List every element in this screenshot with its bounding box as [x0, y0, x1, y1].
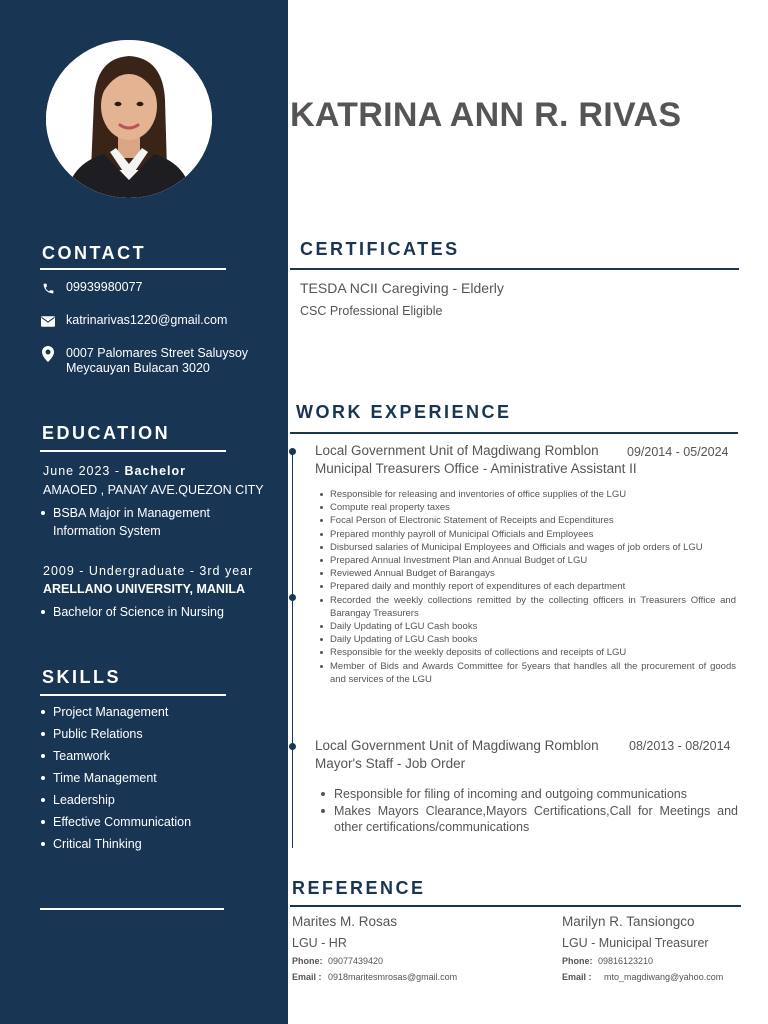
- reference-1-phone-value: 09077439420: [328, 956, 384, 966]
- education-2-school: ARELLANO UNIVERSITY, MANILA: [43, 582, 246, 596]
- certificate-item: TESDA NCII Caregiving - Elderly: [300, 280, 504, 296]
- work-experience-divider: [290, 432, 738, 434]
- job-1-position: Municipal Treasurers Office - Aministrative Assistant II: [315, 461, 637, 476]
- contact-divider: [40, 268, 226, 270]
- education-divider: [40, 450, 226, 452]
- job-1-duty: Responsible for the weekly deposits of collections and receipts of LGU: [316, 646, 736, 659]
- skill-item: Teamwork: [40, 745, 280, 767]
- job-1-duty: Responsible for releasing and inventories of office supplies of the LGU: [316, 488, 736, 501]
- contact-email-text: katrinarivas1220@gmail.com: [66, 313, 228, 327]
- reference-1-role: LGU - HR: [292, 936, 347, 950]
- reference-2-phone-label: Phone:: [562, 956, 593, 966]
- education-2-course: Bachelor of Science in Nursing: [40, 603, 280, 621]
- skills-divider: [40, 694, 226, 696]
- education-1-course: [40, 504, 280, 540]
- skill-item: Project Management: [40, 701, 280, 723]
- job-1-duty: Daily Updating of LGU Cash books: [316, 633, 736, 646]
- job-1-duty: Reviewed Annual Budget of Barangays: [316, 567, 736, 580]
- sidebar: [0, 0, 288, 1024]
- reference-1-email-label: Email :: [292, 972, 322, 982]
- timeline-line: [292, 450, 293, 848]
- reference-2-name: Marilyn R. Tansiongco: [562, 914, 695, 929]
- skill-item: Effective Communication: [40, 811, 280, 833]
- job-2-duty: Makes Mayors Clearance,Mayors Certifications,Call for Meetings and other certifications/communications: [318, 803, 738, 836]
- location-pin-icon: [40, 346, 56, 362]
- skill-item: Critical Thinking: [40, 833, 280, 855]
- job-1-duty: Member of Bids and Awards Committee for 5years that handles all the procurement of goods and services of the LGU: [316, 660, 736, 686]
- education-1-course-line-2: Information System: [53, 524, 161, 538]
- contact-phone-text: 09939980077: [66, 280, 143, 294]
- reference-1-email: [292, 972, 457, 982]
- job-1-duty: Daily Updating of LGU Cash books: [316, 620, 736, 633]
- reference-2-email-value: mto_magdiwang@yahoo.com: [604, 972, 724, 982]
- reference-1-email-value: 0918maritesmrosas@gmail.com: [328, 972, 458, 982]
- job-2-duty: Responsible for filing of incoming and outgoing communications: [318, 786, 738, 803]
- reference-1-name: Marites M. Rosas: [292, 914, 398, 929]
- job-1-duty: Prepared monthly payroll of Municipal Officials and Employees: [316, 528, 736, 541]
- timeline-dot: [289, 448, 296, 455]
- skill-item: Time Management: [40, 767, 280, 789]
- reference-divider: [290, 905, 741, 907]
- job-1-duty: Focal Person of Electronic Statement of Receipts and Ecpenditures: [316, 514, 736, 527]
- education-1-period: [43, 464, 186, 478]
- education-1-course-line-1: BSBA Major in Management: [53, 506, 211, 520]
- certificates-heading: CERTIFICATES: [300, 239, 460, 259]
- education-2-period: 2009 - Undergraduate - 3rd year: [43, 564, 254, 578]
- job-2-position: Mayor's Staff - Job Order: [315, 756, 466, 771]
- reference-heading: REFERENCE: [292, 878, 426, 898]
- contact-address: [40, 346, 280, 375]
- reference-2-email-label: Email :: [562, 972, 592, 982]
- profile-photo: [46, 40, 212, 198]
- reference-1-phone: [292, 956, 383, 966]
- phone-icon: [40, 280, 56, 296]
- job-1-duty: Prepared Annual Investment Plan and Annual Budget of LGU: [316, 554, 736, 567]
- education-heading: EDUCATION: [42, 423, 171, 443]
- reference-2-email: [562, 972, 723, 982]
- job-1-duty: Prepared daily and monthly report of expenditures of each department: [316, 580, 736, 593]
- address-line-1: 0007 Palomares Street Saluysoy: [66, 346, 249, 360]
- sidebar-bottom-divider: [40, 908, 224, 910]
- timeline-dot: [289, 743, 296, 750]
- job-1-duty: Disbursed salaries of Municipal Employees and Officials and wages of job orders of LGU: [316, 541, 736, 554]
- education-2-courses: [40, 603, 280, 621]
- education-1-school: AMAOED , PANAY AVE.QUEZON CITY: [43, 483, 264, 497]
- job-2-dates: 08/2013 - 08/2014: [629, 739, 731, 753]
- reference-2-phone: [562, 956, 653, 966]
- job-1-employer: Local Government Unit of Magdiwang Romblon: [315, 443, 599, 458]
- certificate-item: CSC Professional Eligible: [300, 304, 443, 318]
- envelope-icon: [40, 313, 56, 329]
- education-1-level: Bachelor: [124, 464, 186, 478]
- reference-1-phone-label: Phone:: [292, 956, 323, 966]
- reference-2-role: LGU - Municipal Treasurer: [562, 936, 709, 950]
- skills-list: [40, 701, 280, 855]
- job-1-dates: 09/2014 - 05/2024: [627, 445, 729, 459]
- candidate-name: KATRINA ANN R. RIVAS: [290, 96, 682, 134]
- contact-heading: CONTACT: [42, 243, 147, 263]
- contact-email: [40, 313, 280, 329]
- job-1-duties: [316, 488, 736, 686]
- education-1-period-text: June 2023 -: [43, 464, 125, 478]
- job-1-duty: Compute real property taxes: [316, 501, 736, 514]
- job-1-duty: Recorded the weekly collections remitted by the collecting officers in Treasurers Office and Barangay Treasurers: [316, 594, 736, 620]
- education-1-courses: [40, 504, 280, 540]
- work-experience-heading: WORK EXPERIENCE: [296, 402, 512, 422]
- address-line-2: Meycauyan Bulacan 3020: [66, 360, 210, 375]
- job-2-duties: [318, 786, 738, 836]
- skills-heading: SKILLS: [42, 667, 122, 687]
- reference-2-phone-value: 09816123210: [598, 956, 654, 966]
- certificates-divider: [290, 268, 739, 270]
- skill-item: Public Relations: [40, 723, 280, 745]
- timeline-dot: [289, 594, 296, 601]
- job-2-employer: Local Government Unit of Magdiwang Romblon: [315, 738, 599, 753]
- skill-item: Leadership: [40, 789, 280, 811]
- contact-phone: [40, 280, 280, 296]
